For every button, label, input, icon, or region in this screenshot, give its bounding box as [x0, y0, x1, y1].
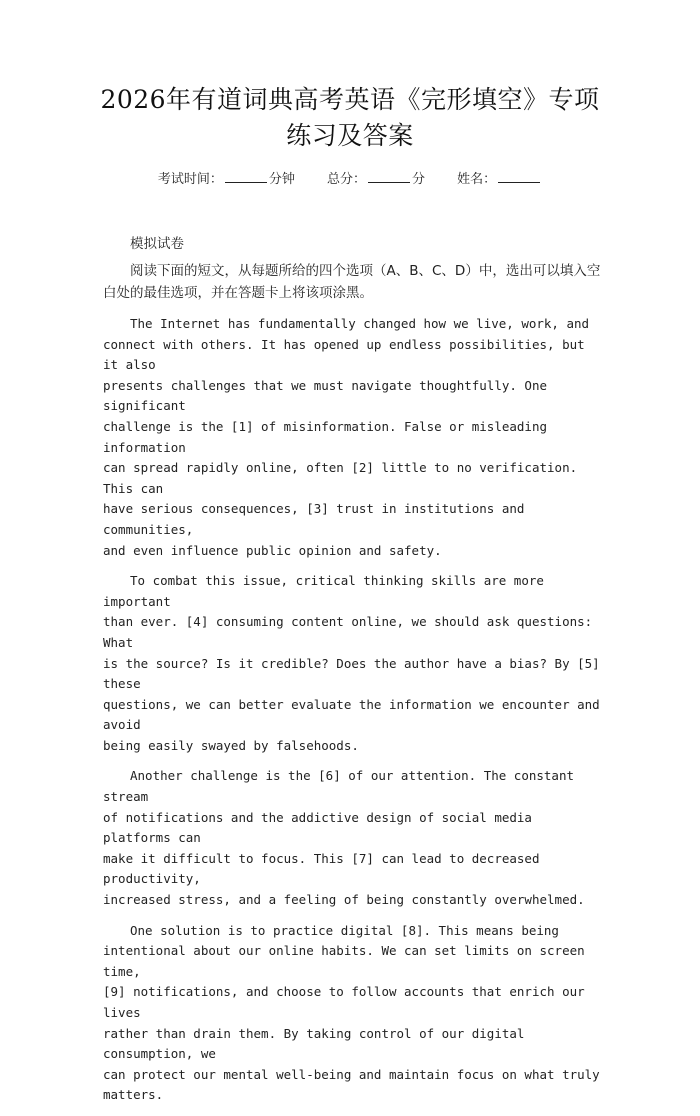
total-score-field [327, 168, 425, 187]
exam-info-row [0, 168, 700, 187]
total-score-blank [368, 170, 410, 183]
passage-paragraph-4: One solution is to practice digital [8]. This means being intentional about our online habits. We can set limits on screen time, [9] notifications, and choose to follow accounts that enrich our lives rather than drain them. By taking control of our digital consumption, we can protect our mental well-being and maintain focus on what truly matters. [103, 922, 600, 1103]
title-line-1: 2026年有道词典高考英语《完形填空》专项 [100, 85, 600, 114]
total-score-unit: 分 [412, 172, 426, 187]
student-name-label: 姓名： [457, 172, 497, 187]
page-title [60, 82, 640, 154]
exam-time-blank [225, 170, 267, 183]
instructions-paragraph: 阅读下面的短文，从每题所给的四个选项（A、B、C、D）中，选出可以填入空白处的最佳选项，并在答题卡上将该项涂黑。 [103, 263, 601, 301]
exam-time-field [158, 168, 295, 187]
passage-paragraph-3: Another challenge is the [6] of our attention. The constant stream of notifications and the addictive design of social media platforms can make it difficult to focus. This [7] can lead to decreased productivity, increased stress, and a feeling of being constantly overwhelmed. [103, 768, 585, 908]
exam-time-unit: 分钟 [268, 172, 295, 187]
total-score-label: 总分： [326, 172, 366, 187]
exam-time-label: 考试时间： [157, 172, 223, 187]
section-label: 模拟试卷 [130, 236, 184, 252]
student-name-field [457, 168, 542, 187]
passage-paragraph-2: To combat this issue, critical thinking skills are more important than ever. [4] consuming content online, we should ask questions: What is the source? Is it credible? Does the author have a bias? By [5] these questions, we can better evaluate the information we encounter and avoid being easily swayed by falsehoods. [103, 573, 600, 753]
passage-paragraph-1: The Internet has fundamentally changed how we live, work, and connect with others. It has opened up endless possibilities, but it also presents challenges that we must navigate thoughtfully. One significant challenge is the [1] of misinformation. False or misleading information can spread rapidly online, often [2] little to no verification. This can have serious consequences, [3] trust in institutions and communities, and even influence public opinion and safety. [103, 316, 590, 558]
passage [103, 314, 603, 1116]
title-line-2: 练习及答案 [286, 121, 414, 150]
student-name-blank [498, 170, 540, 183]
